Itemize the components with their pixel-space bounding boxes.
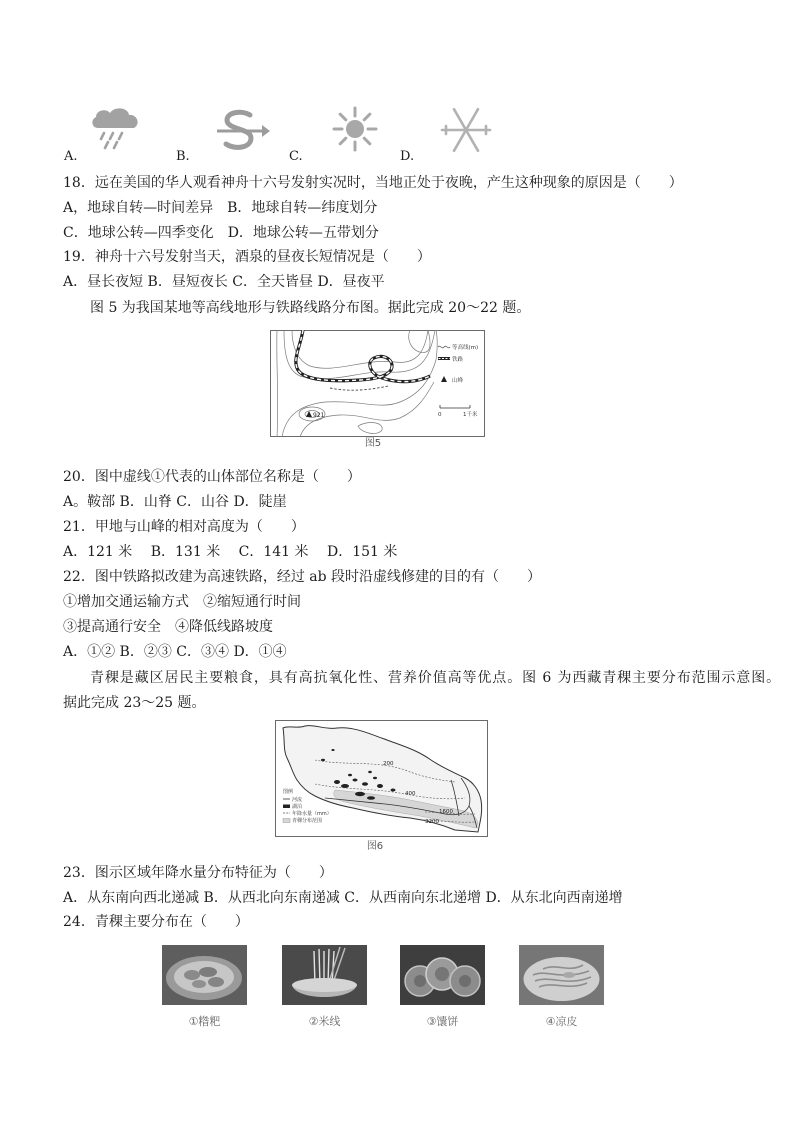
figure-6-tibet-map xyxy=(275,720,488,837)
q20-options: A。鞍部 B．山脊 C．山谷 D．陡崖 xyxy=(63,494,287,510)
peak-elevation-label: 921 xyxy=(313,412,325,419)
legend-scale-zero: 0 xyxy=(438,412,442,418)
legend-railway-label: 铁路 xyxy=(452,357,464,363)
q21-stem: 21．甲地与山峰的相对高度为（ ） xyxy=(63,519,305,535)
isohyet-label-200: 200 xyxy=(383,761,394,767)
q23-stem: 23．图示区域年降水量分布特征为（ ） xyxy=(63,865,333,881)
isohyet-label-3200: 3200 xyxy=(425,819,439,825)
q22-statements-3-4: ③提高通行安全 ④降低线路坡度 xyxy=(63,619,273,635)
figure-6-caption: 图6 xyxy=(366,841,384,852)
q19-stem: 19．神舟十六号发射当天，酒泉的昼夜长短情况是（ ） xyxy=(63,249,431,265)
q18-options-cd: C．地球公转—四季变化 D．地球公转—五带划分 xyxy=(63,225,379,241)
legend-contour-label: 等高线(m) xyxy=(452,345,479,351)
legend-scale-km: 1千米 xyxy=(463,412,478,418)
isohyet-label-1600: 1600 xyxy=(439,809,453,815)
photo-caption-liangpi: ④凉皮 xyxy=(545,1015,578,1028)
legend-precip-label: 年降水量（mm） xyxy=(292,811,332,817)
q17-option-b: B. xyxy=(176,149,190,164)
figure-5-contour-map xyxy=(270,330,485,437)
photo-mixian xyxy=(282,945,367,1005)
photo-caption-mixian: ②米线 xyxy=(308,1015,341,1028)
photo-caption-zanba: ①糌粑 xyxy=(188,1015,221,1028)
photo-liangpi xyxy=(519,945,604,1005)
q22-options: A．①② B．②③ C．③④ D．①④ xyxy=(63,644,287,660)
sandstorm-icon xyxy=(214,108,270,154)
q22-stem: 22．图中铁路拟改建为高速铁路，经过 ab 段时沿虚线修建的目的有（ ） xyxy=(63,569,542,585)
rain-icon xyxy=(88,104,144,150)
q22-statements-1-2: ①增加交通运输方式 ②缩短通行时间 xyxy=(63,594,301,610)
q21-options: A．121 米 B．131 米 C．141 米 D．151 米 xyxy=(63,544,398,560)
q18-stem: 18．远在美国的华人观看神舟十六号发射实况时，当地正处于夜晚，产生这种现象的原因是（ ） xyxy=(63,175,683,191)
isohyet-label-400: 400 xyxy=(405,791,416,797)
intro-23-25-line2: 据此完成 23～25 题。 xyxy=(63,695,206,711)
photo-zanba xyxy=(162,945,247,1005)
legend-title: 图例 xyxy=(283,789,294,795)
sunny-icon xyxy=(332,106,378,152)
q18-options-ab: A，地球自转—时间差异 B．地球自转—纬度划分 xyxy=(63,200,378,216)
photo-nang-bread xyxy=(400,945,485,1005)
q24-stem: 24．青稞主要分布在（ ） xyxy=(63,914,249,930)
snow-icon xyxy=(438,104,494,156)
intro-20-22: 图 5 为我国某地等高线地形与铁路线路分布图。据此完成 20～22 题。 xyxy=(90,300,531,316)
q17-option-a: A. xyxy=(64,149,78,164)
q19-options: A．昼长夜短 B．昼短夜长 C．全天皆昼 D．昼夜平 xyxy=(63,274,385,290)
q20-stem: 20．图中虚线①代表的山体部位名称是（ ） xyxy=(63,469,361,485)
q17-option-c: C. xyxy=(289,149,303,164)
legend-peak-label: 山峰 xyxy=(452,378,464,384)
q17-option-d: D. xyxy=(400,149,415,164)
photo-caption-nang-bread: ③馕饼 xyxy=(426,1015,459,1028)
legend-river-label: 河流 xyxy=(292,797,303,803)
legend-range-label: 青稞分布范围 xyxy=(292,818,323,824)
intro-23-25-line1: 青稞是藏区居民主要粮食，具有高抗氧化性、营养价值高等优点。图 6 为西藏青稞主要分布范围示意图。 xyxy=(90,670,782,686)
figure-5-caption: 图5 xyxy=(364,438,382,449)
legend-lake-label: 湖泊 xyxy=(292,804,303,810)
q23-options: A．从东南向西北递减 B．从西北向东南递减 C．从西南向东北递增 D．从东北向西南递增 xyxy=(63,890,623,906)
